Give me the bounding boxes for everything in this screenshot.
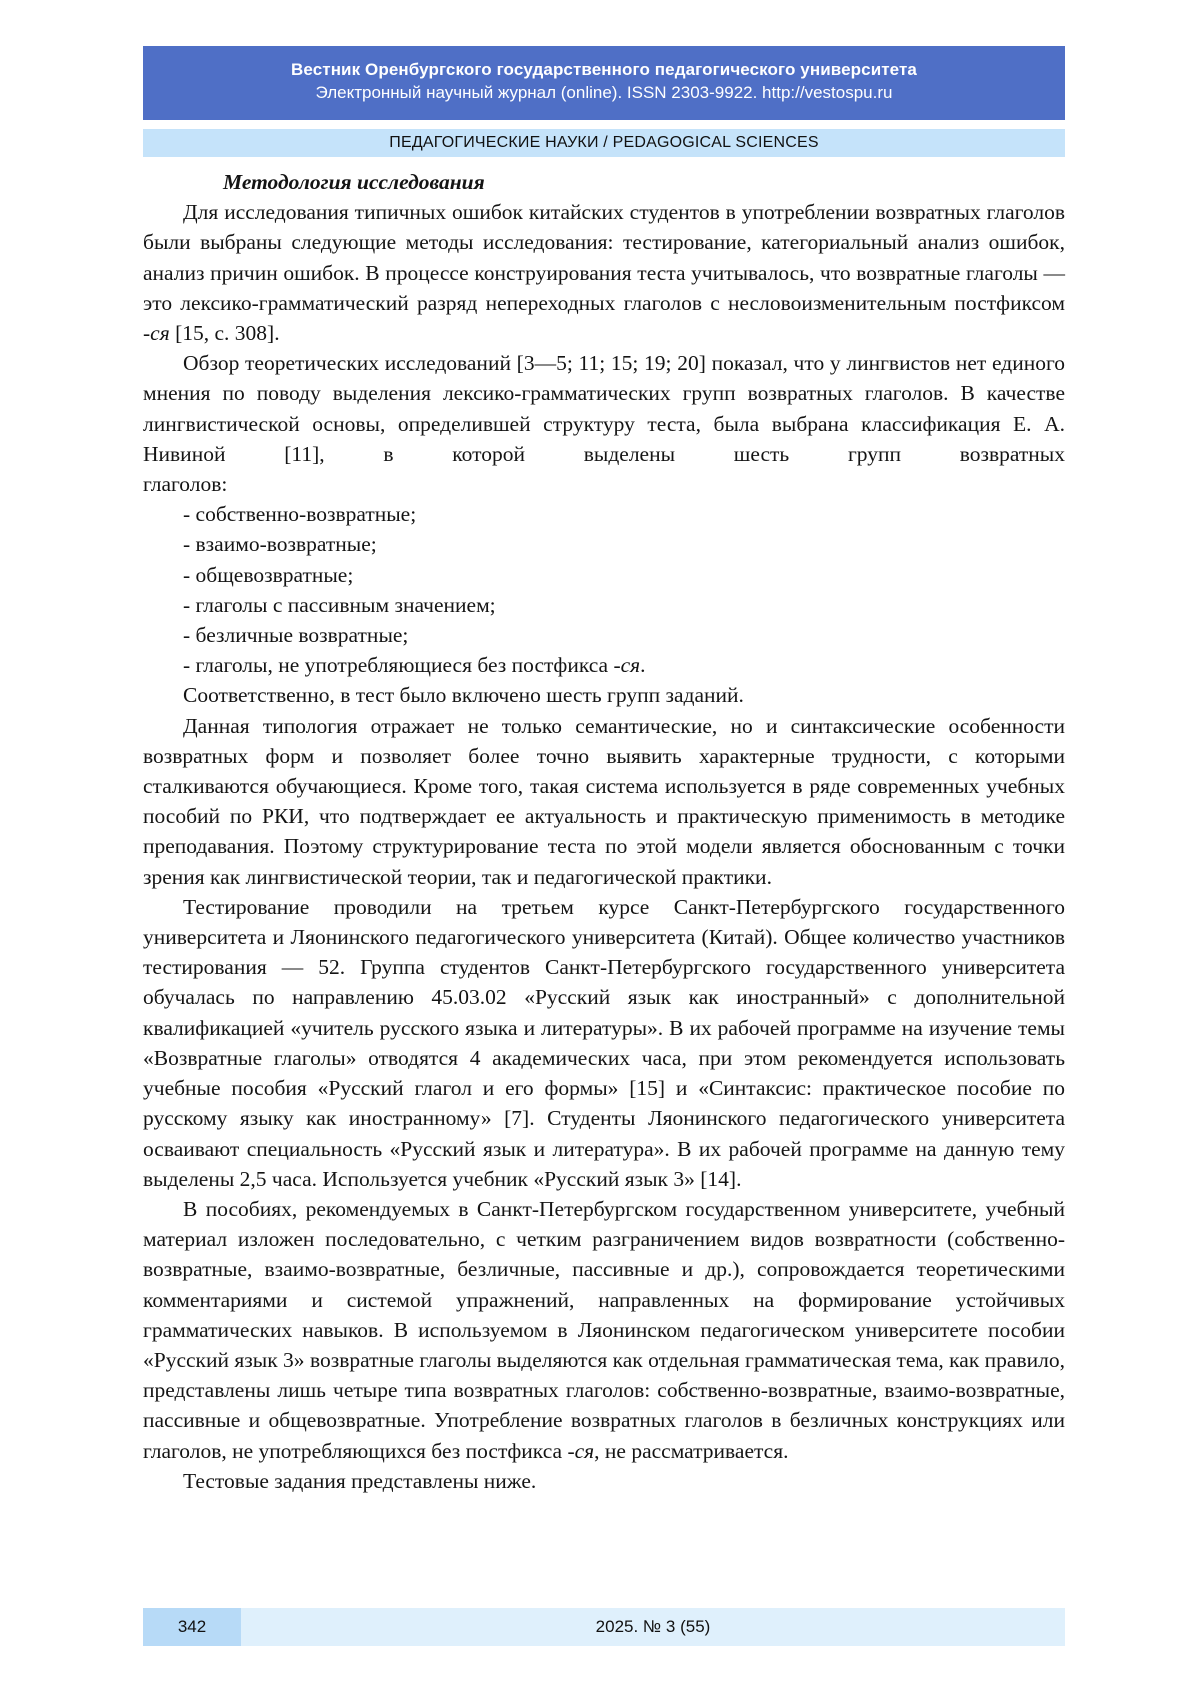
paragraph-methods-ref: [15, с. 308]. — [169, 321, 280, 346]
list-item: - безличные возвратные; — [183, 623, 409, 648]
journal-subtitle: Электронный научный журнал (online). ISSN 2303-9922. http://vestospu.ru — [315, 83, 893, 102]
list-item-text: - глаголы, не употребляющиеся без постфикса — [183, 653, 614, 678]
postfix-italic: -ся — [567, 1438, 595, 1463]
paragraph-textbooks-text: В пособиях, рекомендуемых в Санкт-Петербургском государственном университете, учебный материал изложен последовательно, с четким разграничением видов возвратности (собственно-возвратные, взаимо-возвратные, безличные, пассивные и др.), сопровождается теоретическими комментариями и системой упражнений, направленных на формирование устойчивых грамматических навыков. В используемом в Ляонинском педагогическом университете пособии «Русский язык 3» возвратные глаголы выделяются как отдельная грамматическая тема, как правило, представлены лишь четыре типа возвратных глаголов: собственно-возвратные, взаимо-возвратные, пассивные и общевозвратные. Употребление возвратных глаголов в безличных конструкциях или глаголов, не употребляющихся без постфикса — [143, 1196, 1065, 1463]
postfix-italic: -ся — [143, 321, 170, 346]
journal-title: Вестник Оренбургского государственного педагогического университета — [291, 60, 917, 79]
paragraph-review: Обзор теоретических исследований [3—5; 11; 15; 19; 20] показал, что у лингвистов нет единого мнения по поводу выделения лексико-грамматических групп возвратных глаголов. В качестве лингвистической основы, определившей структуру теста, была выбрана классификация Е. А. Нивиной [11], в которой выделены шесть групп возвратных — [143, 351, 1065, 466]
paragraph-textbooks — [143, 1194, 1065, 1466]
paragraph-methods — [143, 197, 1065, 348]
list-item: - собственно-возвратные; — [183, 502, 417, 527]
list-item: - глаголы с пассивным значением; — [183, 592, 496, 617]
page-number: 342 — [143, 1608, 241, 1646]
list-item: - общевозвратные; — [183, 562, 354, 587]
list-item — [143, 650, 1065, 680]
paragraph-test-groups: Соответственно, в тест было включено шесть групп заданий. — [183, 683, 744, 708]
list-item-end: . — [640, 653, 646, 678]
paragraph-methods-text: Для исследования типичных ошибок китайских студентов в употреблении возвратных глаголов были выбраны следующие методы исследования: тестирование, категориальный анализ ошибок, анализ причин ошибок. В процессе конструирования теста учитывалось, что возвратные глаголы — это лексико-грамматический разряд непереходных глаголов с несловоизменительным постфиксом — [143, 200, 1065, 315]
section-subheading: Методология исследования — [223, 170, 485, 194]
list-item: - взаимо-возвратные; — [183, 532, 377, 557]
paragraph-tasks: Тестовые задания представлены ниже. — [183, 1468, 537, 1493]
page-footer — [143, 1608, 1065, 1646]
issue-label: 2025. № 3 (55) — [595, 1617, 711, 1636]
paragraph-review-last: глаголов: — [143, 472, 228, 497]
journal-header — [143, 46, 1065, 120]
section-label: ПЕДАГОГИЧЕСКИЕ НАУКИ / PEDAGOGICAL SCIENCES — [143, 129, 1065, 157]
paragraph-testing: Тестирование проводили на третьем курсе Санкт-Петербургского государственного университета и Ляонинского педагогического университета (Китай). Общее количество участников тестирования — 52. Группа студентов Санкт-Петербургского государственного университета обучалась по направлению 45.03.02 «Русский язык как иностранный» с дополнительной квалификацией «учитель русского языка и литературы». В их рабочей программе на изучение темы «Возвратные глаголы» отводятся 4 академических часа, при этом рекомендуется использовать учебные пособия «Русский глагол и его формы» [15] и «Синтаксис: практическое пособие по русскому языку как иностранному» [7]. Студенты Ляонинского педагогического университета осваивают специальность «Русский язык и литература». В их рабочей программе на данную тему выделены 2,5 часа. Используется учебник «Русский язык 3» [14]. — [143, 894, 1065, 1191]
paragraph-typology: Данная типология отражает не только семантические, но и синтаксические особенности возвратных форм и позволяет более точно выявить характерные трудности, с которыми сталкиваются обучающиеся. Кроме того, такая система используется в ряде современных учебных пособий по РКИ, что подтверждает ее актуальность и практическую применимость в методике преподавания. Поэтому структурирование теста по этой модели является обоснованным с точки зрения как лингвистической теории, так и педагогической практики. — [143, 713, 1065, 889]
postfix-italic: -ся — [613, 653, 641, 678]
paragraph-textbooks-end: , не рассматривается. — [594, 1438, 789, 1463]
article-body — [143, 167, 1065, 1496]
